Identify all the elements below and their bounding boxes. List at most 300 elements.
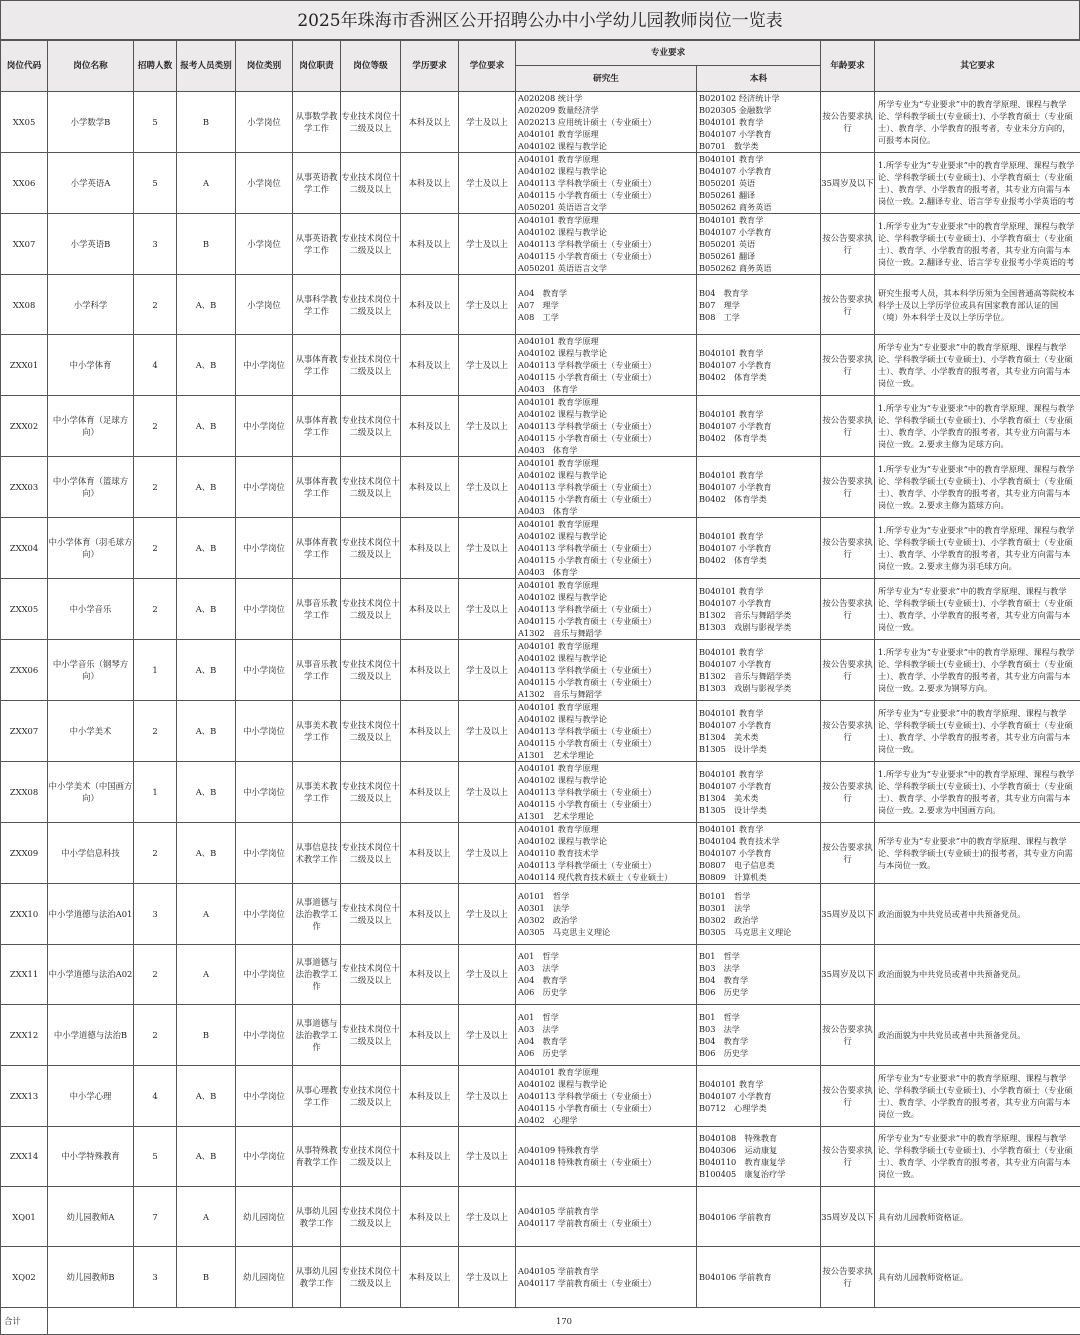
cell-under-majors	[697, 335, 821, 396]
table-row	[1, 457, 1080, 518]
cell-edu: 本科及以上	[401, 335, 459, 396]
cell-grad-majors	[516, 1247, 697, 1307]
major-item: A020213 应用统计硕士（专业硕士）	[518, 116, 696, 128]
cell-under-majors	[697, 518, 821, 579]
header-other: 其它要求	[875, 41, 1080, 92]
cell-post-type: 中小学岗位	[236, 823, 293, 884]
major-item: B1303 戏剧与影视学类	[699, 682, 820, 694]
cell-degree: 学士及以上	[459, 275, 516, 335]
cell-degree: 学士及以上	[459, 762, 516, 823]
cell-duty: 从事心理教学工作	[293, 1065, 341, 1126]
major-item: B04 教育学	[699, 1035, 820, 1047]
cell-age: 35周岁及以下	[821, 1186, 875, 1246]
major-item: B0305 马克思主义理论	[699, 926, 820, 938]
cell-other: 政治面貌为中共党员或者中共预备党员。	[875, 884, 1080, 944]
cell-count: 1	[134, 762, 177, 823]
cell-degree: 学士及以上	[459, 884, 516, 944]
cell-age: 35周岁及以下	[821, 153, 875, 214]
cell-category: A	[177, 944, 236, 1004]
cell-name: 中小学体育（篮球方向）	[48, 457, 134, 518]
major-item: A040101 教育学原理	[518, 457, 696, 469]
major-item: B0701 数学类	[699, 140, 820, 152]
major-item: B040101 教育学	[699, 585, 820, 597]
cell-post-type: 小学岗位	[236, 275, 293, 335]
major-item: B040101 教育学	[699, 1078, 820, 1090]
cell-under-majors	[697, 1065, 821, 1126]
major-item: A040113 学科教学硕士（专业硕士）	[518, 238, 696, 250]
cell-code: ZXX14	[1, 1126, 48, 1186]
cell-duty: 从事道德与法治教学工作	[293, 884, 341, 944]
cell-code: ZXX07	[1, 701, 48, 762]
major-item: A040115 小学教育硕士（专业硕士）	[518, 432, 696, 444]
header-count: 招聘人数	[134, 41, 177, 92]
cell-post-type: 中小学岗位	[236, 884, 293, 944]
major-item: B040107 小学教育	[699, 542, 820, 554]
cell-post-type: 幼儿园岗位	[236, 1186, 293, 1246]
cell-under-majors	[697, 823, 821, 884]
cell-duty: 从事英语教学工作	[293, 214, 341, 275]
cell-degree: 学士及以上	[459, 457, 516, 518]
cell-grad-majors	[516, 153, 697, 214]
cell-under-majors	[697, 1005, 821, 1065]
cell-category: A、B	[177, 457, 236, 518]
cell-duty: 从事英语教学工作	[293, 153, 341, 214]
cell-category: A、B	[177, 1126, 236, 1186]
cell-code: ZXX02	[1, 396, 48, 457]
cell-grade: 专业技术岗位十二级及以上	[341, 1247, 401, 1307]
cell-duty: 从事美术教学工作	[293, 762, 341, 823]
cell-count: 2	[134, 823, 177, 884]
major-item: A1302 音乐与舞蹈学	[518, 627, 696, 639]
table-row	[1, 335, 1080, 396]
cell-category: B	[177, 214, 236, 275]
cell-grad-majors	[516, 1186, 697, 1246]
cell-grad-majors	[516, 275, 697, 335]
major-item: B040101 教育学	[699, 469, 820, 481]
cell-age: 按公告要求执行	[821, 1005, 875, 1065]
major-item: A040101 教育学原理	[518, 762, 696, 774]
major-item: B06 历史学	[699, 1047, 820, 1059]
major-item: A040113 学科教学硕士（专业硕士）	[518, 859, 696, 871]
major-item: B040101 教育学	[699, 530, 820, 542]
major-item: B1305 设计学类	[699, 804, 820, 816]
major-item: A050201 英语语言文学	[518, 262, 696, 274]
cell-code: ZXX03	[1, 457, 48, 518]
cell-code: ZXX08	[1, 762, 48, 823]
cell-edu: 本科及以上	[401, 92, 459, 153]
major-item: A040113 学科教学硕士（专业硕士）	[518, 359, 696, 371]
cell-count: 2	[134, 701, 177, 762]
cell-other: 1.所学专业为“专业要求”中的教育学原理、课程与教学论、学科教学硕士(专业硕士)、小学教育硕士（专业硕士）、教育学、小学教育的报考者，其专业方向需与本岗位一致。2.要求为中国画方向。	[875, 762, 1080, 823]
major-item: A07 理学	[518, 299, 696, 311]
header-edu: 学历要求	[401, 41, 459, 92]
cell-grad-majors	[516, 335, 697, 396]
cell-count: 2	[134, 275, 177, 335]
cell-other: 研究生报考人员，其本科学历须为全国普通高等院校本科学士及以上学历学位或具有国家教育部认证的国（境）外本科学士及以上学历学位。	[875, 275, 1080, 335]
cell-edu: 本科及以上	[401, 1186, 459, 1246]
header-grade: 岗位等级	[341, 41, 401, 92]
cell-count: 2	[134, 396, 177, 457]
cell-edu: 本科及以上	[401, 640, 459, 701]
major-item: A04 教育学	[518, 1035, 696, 1047]
cell-under-majors	[697, 153, 821, 214]
cell-duty: 从事道德与法治教学工作	[293, 944, 341, 1004]
table-row	[1, 275, 1080, 335]
cell-age: 按公告要求执行	[821, 214, 875, 275]
cell-code: ZXX06	[1, 640, 48, 701]
major-item: B020305 金融数学	[699, 104, 820, 116]
major-item: B0301 法学	[699, 902, 820, 914]
total-label: 合计	[1, 1307, 48, 1334]
table-row	[1, 1005, 1080, 1065]
cell-grade: 专业技术岗位十二级及以上	[341, 92, 401, 153]
cell-count: 2	[134, 457, 177, 518]
major-item: A040115 小学教育硕士（专业硕士）	[518, 615, 696, 627]
major-item: B040107 小学教育	[699, 226, 820, 238]
header-grad: 研究生	[516, 66, 697, 92]
major-item: B0101 哲学	[699, 890, 820, 902]
cell-under-majors	[697, 640, 821, 701]
cell-count: 3	[134, 1247, 177, 1307]
major-item: A040113 学科教学硕士（专业硕士）	[518, 420, 696, 432]
cell-duty: 从事信息技术教学工作	[293, 823, 341, 884]
major-item: A040101 教育学原理	[518, 335, 696, 347]
cell-name: 小学英语B	[48, 214, 134, 275]
cell-name: 中小学美术	[48, 701, 134, 762]
cell-grade: 专业技术岗位十二级及以上	[341, 275, 401, 335]
major-item: A040113 学科教学硕士（专业硕士）	[518, 542, 696, 554]
header-under: 本科	[697, 66, 821, 92]
cell-post-type: 幼儿园岗位	[236, 1247, 293, 1307]
cell-grade: 专业技术岗位十二级及以上	[341, 1186, 401, 1246]
major-item: A040102 课程与教学论	[518, 140, 696, 152]
cell-code: ZXX04	[1, 518, 48, 579]
cell-category: A、B	[177, 823, 236, 884]
cell-name: 中小学信息科技	[48, 823, 134, 884]
table-row	[1, 701, 1080, 762]
cell-duty: 从事体育教学工作	[293, 335, 341, 396]
major-item: A040113 学科教学硕士（专业硕士）	[518, 481, 696, 493]
major-item: A040102 课程与教学论	[518, 835, 696, 847]
cell-degree: 学士及以上	[459, 153, 516, 214]
cell-code: ZXX05	[1, 579, 48, 640]
major-item: B040110 教育康复学	[699, 1156, 820, 1168]
cell-edu: 本科及以上	[401, 884, 459, 944]
cell-duty: 从事道德与法治教学工作	[293, 1005, 341, 1065]
cell-post-type: 中小学岗位	[236, 457, 293, 518]
major-item: B0402 体育学类	[699, 432, 820, 444]
table-row	[1, 884, 1080, 944]
major-item: B040108 特殊教育	[699, 1132, 820, 1144]
major-item: B040104 教育技术学	[699, 835, 820, 847]
header-code: 岗位代码	[1, 41, 48, 92]
header-age: 年龄要求	[821, 41, 875, 92]
cell-name: 幼儿园教师B	[48, 1247, 134, 1307]
cell-category: A、B	[177, 396, 236, 457]
major-item: B040107 小学教育	[699, 420, 820, 432]
cell-edu: 本科及以上	[401, 944, 459, 1004]
cell-category: B	[177, 92, 236, 153]
cell-name: 中小学特殊教育	[48, 1126, 134, 1186]
cell-under-majors	[697, 396, 821, 457]
cell-grad-majors	[516, 823, 697, 884]
table-row	[1, 823, 1080, 884]
major-item: A040113 学科教学硕士（专业硕士）	[518, 1090, 696, 1102]
cell-grad-majors	[516, 92, 697, 153]
cell-post-type: 中小学岗位	[236, 579, 293, 640]
major-item: A040102 课程与教学论	[518, 408, 696, 420]
major-item: A040115 小学教育硕士（专业硕士）	[518, 737, 696, 749]
header-major: 专业要求	[516, 41, 821, 66]
cell-name: 幼儿园教师A	[48, 1186, 134, 1246]
major-item: B03 法学	[699, 1023, 820, 1035]
cell-post-type: 中小学岗位	[236, 1065, 293, 1126]
cell-edu: 本科及以上	[401, 823, 459, 884]
major-item: A040102 课程与教学论	[518, 591, 696, 603]
cell-grade: 专业技术岗位十二级及以上	[341, 884, 401, 944]
major-item: B040101 教育学	[699, 116, 820, 128]
cell-grade: 专业技术岗位十二级及以上	[341, 1065, 401, 1126]
cell-age: 按公告要求执行	[821, 762, 875, 823]
cell-degree: 学士及以上	[459, 1005, 516, 1065]
major-item: B040101 教育学	[699, 153, 820, 165]
cell-grad-majors	[516, 1065, 697, 1126]
major-item: B0402 体育学类	[699, 554, 820, 566]
major-item: B01 哲学	[699, 950, 820, 962]
cell-other: 1.所学专业为“专业要求”中的教育学原理、课程与教学论、学科教学硕士(专业硕士)、小学教育硕士（专业硕士）、教育学、小学教育的报考者，其专业方向需与本岗位一致。2.要求主修为篮球方向。	[875, 457, 1080, 518]
major-item: B08 工学	[699, 311, 820, 323]
table-row	[1, 92, 1080, 153]
cell-grade: 专业技术岗位十二级及以上	[341, 1005, 401, 1065]
cell-age: 按公告要求执行	[821, 823, 875, 884]
major-item: A040101 教育学原理	[518, 518, 696, 530]
major-item: B040101 教育学	[699, 768, 820, 780]
major-item: A040102 课程与教学论	[518, 347, 696, 359]
cell-duty: 从事音乐教学工作	[293, 640, 341, 701]
cell-grade: 专业技术岗位十二级及以上	[341, 518, 401, 579]
major-item: B050201 英语	[699, 238, 820, 250]
header-post-type: 岗位类别	[236, 41, 293, 92]
major-item: A040102 课程与教学论	[518, 774, 696, 786]
cell-name: 中小学体育	[48, 335, 134, 396]
cell-under-majors	[697, 1186, 821, 1246]
cell-edu: 本科及以上	[401, 1247, 459, 1307]
cell-count: 4	[134, 1065, 177, 1126]
cell-category: A、B	[177, 518, 236, 579]
cell-count: 7	[134, 1186, 177, 1246]
cell-count: 2	[134, 944, 177, 1004]
cell-age: 按公告要求执行	[821, 518, 875, 579]
major-item: A040101 教育学原理	[518, 1066, 696, 1078]
major-item: A040101 教育学原理	[518, 214, 696, 226]
header-duty: 岗位职责	[293, 41, 341, 92]
major-item: A040115 小学教育硕士（专业硕士）	[518, 250, 696, 262]
major-item: B03 法学	[699, 962, 820, 974]
cell-degree: 学士及以上	[459, 335, 516, 396]
cell-degree: 学士及以上	[459, 214, 516, 275]
cell-edu: 本科及以上	[401, 518, 459, 579]
major-item: B040107 小学教育	[699, 165, 820, 177]
major-item: A08 工学	[518, 311, 696, 323]
cell-name: 中小学音乐（钢琴方向）	[48, 640, 134, 701]
cell-age: 按公告要求执行	[821, 1247, 875, 1307]
cell-edu: 本科及以上	[401, 396, 459, 457]
major-item: A04 教育学	[518, 974, 696, 986]
cell-category: A、B	[177, 701, 236, 762]
cell-grade: 专业技术岗位十二级及以上	[341, 335, 401, 396]
cell-name: 中小学道德与法治A01	[48, 884, 134, 944]
major-item: A1302 音乐与舞蹈学	[518, 688, 696, 700]
major-item: B0302 政治学	[699, 914, 820, 926]
cell-post-type: 中小学岗位	[236, 1126, 293, 1186]
cell-other: 1.所学专业为“专业要求”中的教育学原理、课程与教学论、学科教学硕士(专业硕士)、小学教育硕士（专业硕士）、教育学、小学教育的报考者，其专业方向需与本岗位一致。2.要求为钢琴方向。	[875, 640, 1080, 701]
major-item: B01 哲学	[699, 1011, 820, 1023]
cell-category: A、B	[177, 1065, 236, 1126]
cell-edu: 本科及以上	[401, 1126, 459, 1186]
table-row	[1, 214, 1080, 275]
cell-degree: 学士及以上	[459, 823, 516, 884]
cell-category: A	[177, 1186, 236, 1246]
table-row	[1, 762, 1080, 823]
major-item: A0305 马克思主义理论	[518, 926, 696, 938]
major-item: A040118 特殊教育硕士（专业硕士）	[518, 1156, 696, 1168]
major-item: A040113 学科教学硕士（专业硕士）	[518, 664, 696, 676]
header-name: 岗位名称	[48, 41, 134, 92]
major-item: A1301 艺术学理论	[518, 749, 696, 761]
cell-edu: 本科及以上	[401, 457, 459, 518]
table-row	[1, 1126, 1080, 1186]
cell-grade: 专业技术岗位十二级及以上	[341, 153, 401, 214]
major-item: A040101 教育学原理	[518, 396, 696, 408]
cell-name: 中小学美术（中国画方向）	[48, 762, 134, 823]
major-item: B04 教育学	[699, 287, 820, 299]
cell-age: 按公告要求执行	[821, 275, 875, 335]
cell-grad-majors	[516, 1126, 697, 1186]
major-item: B1305 设计学类	[699, 743, 820, 755]
page-title: 2025年珠海市香洲区公开招聘公办中小学幼儿园教师岗位一览表	[0, 0, 1080, 40]
major-item: A0403 体育学	[518, 383, 696, 395]
cell-grad-majors	[516, 701, 697, 762]
cell-code: XX07	[1, 214, 48, 275]
header-degree: 学位要求	[459, 41, 516, 92]
cell-category: A、B	[177, 335, 236, 396]
cell-name: 小学科学	[48, 275, 134, 335]
major-item: A040117 学前教育硕士（专业硕士）	[518, 1217, 696, 1229]
major-item: B07 理学	[699, 299, 820, 311]
cell-age: 按公告要求执行	[821, 1126, 875, 1186]
cell-post-type: 小学岗位	[236, 153, 293, 214]
cell-age: 按公告要求执行	[821, 1065, 875, 1126]
cell-other: 所学专业为“专业要求”中的教育学原理、课程与教学论、学科教学硕士(专业硕士)的报考者，其专业方向需与本岗位一致。	[875, 823, 1080, 884]
major-item: A040113 学科教学硕士（专业硕士）	[518, 603, 696, 615]
cell-name: 中小学道德与法治A02	[48, 944, 134, 1004]
major-item: B1302 音乐与舞蹈学类	[699, 609, 820, 621]
cell-other: 所学专业为“专业要求”中的教育学原理、课程与教学论、学科教学硕士(专业硕士)、小学教育硕士（专业硕士）、教育学、小学教育的报考者，其专业方向需与本岗位一致。	[875, 701, 1080, 762]
recruitment-table	[0, 40, 1080, 1335]
cell-count: 5	[134, 153, 177, 214]
major-item: A040110 教育技术学	[518, 847, 696, 859]
cell-age: 35周岁及以下	[821, 944, 875, 1004]
cell-category: B	[177, 1005, 236, 1065]
cell-under-majors	[697, 457, 821, 518]
cell-grad-majors	[516, 944, 697, 1004]
major-item: B1302 音乐与舞蹈学类	[699, 670, 820, 682]
cell-name: 小学英语A	[48, 153, 134, 214]
major-item: B050261 翻译	[699, 250, 820, 262]
cell-other: 所学专业为“专业要求”中的教育学原理、课程与教学论、学科教学硕士(专业硕士)、小学教育硕士（专业硕士）、教育学、小学教育的报考者，其专业方向需与本岗位一致。	[875, 1065, 1080, 1126]
major-item: A040115 小学教育硕士（专业硕士）	[518, 798, 696, 810]
major-item: A020209 数量经济学	[518, 104, 696, 116]
major-item: B1303 戏剧与影视学类	[699, 621, 820, 633]
major-item: B0809 计算机类	[699, 871, 820, 883]
cell-category: B	[177, 1247, 236, 1307]
major-item: A1301 艺术学理论	[518, 810, 696, 822]
cell-under-majors	[697, 1126, 821, 1186]
cell-category: A	[177, 153, 236, 214]
cell-grade: 专业技术岗位十二级及以上	[341, 640, 401, 701]
major-item: A040101 教育学原理	[518, 153, 696, 165]
table-row	[1, 640, 1080, 701]
cell-duty: 从事特殊教育教学工作	[293, 1126, 341, 1186]
major-item: A040113 学科教学硕士（专业硕士）	[518, 177, 696, 189]
cell-edu: 本科及以上	[401, 275, 459, 335]
cell-other: 所学专业为“专业要求”中的教育学原理、课程与教学论、学科教学硕士(专业硕士)、小学教育硕士（专业硕士）、教育学、小学教育的报考者，其专业方向需与本岗位一致。	[875, 335, 1080, 396]
cell-under-majors	[697, 275, 821, 335]
cell-code: XQ02	[1, 1247, 48, 1307]
cell-grade: 专业技术岗位十二级及以上	[341, 579, 401, 640]
cell-post-type: 中小学岗位	[236, 944, 293, 1004]
cell-grade: 专业技术岗位十二级及以上	[341, 762, 401, 823]
cell-name: 中小学音乐	[48, 579, 134, 640]
major-item: A0302 政治学	[518, 914, 696, 926]
cell-grade: 专业技术岗位十二级及以上	[341, 214, 401, 275]
major-item: B040101 教育学	[699, 408, 820, 420]
major-item: B040106 学前教育	[699, 1211, 820, 1223]
major-item: A040101 教育学原理	[518, 823, 696, 835]
cell-edu: 本科及以上	[401, 153, 459, 214]
cell-under-majors	[697, 214, 821, 275]
cell-code: ZXX10	[1, 884, 48, 944]
table-row	[1, 944, 1080, 1004]
cell-duty: 从事数学教学工作	[293, 92, 341, 153]
major-item: B050261 翻译	[699, 189, 820, 201]
cell-duty: 从事体育教学工作	[293, 457, 341, 518]
cell-duty: 从事音乐教学工作	[293, 579, 341, 640]
major-item: B020102 经济统计学	[699, 92, 820, 104]
cell-grad-majors	[516, 579, 697, 640]
cell-post-type: 中小学岗位	[236, 762, 293, 823]
major-item: A040113 学科教学硕士（专业硕士）	[518, 786, 696, 798]
total-value: 170	[48, 1307, 1080, 1334]
cell-edu: 本科及以上	[401, 701, 459, 762]
cell-degree: 学士及以上	[459, 1126, 516, 1186]
major-item: A040115 小学教育硕士（专业硕士）	[518, 493, 696, 505]
cell-grad-majors	[516, 884, 697, 944]
major-item: A040115 小学教育硕士（专业硕士）	[518, 371, 696, 383]
major-item: A040102 课程与教学论	[518, 713, 696, 725]
cell-under-majors	[697, 1247, 821, 1307]
cell-duty: 从事美术教学工作	[293, 701, 341, 762]
cell-grad-majors	[516, 762, 697, 823]
cell-count: 5	[134, 1126, 177, 1186]
major-item: B1304 美术类	[699, 792, 820, 804]
major-item: B040107 小学教育	[699, 597, 820, 609]
cell-code: ZXX12	[1, 1005, 48, 1065]
cell-grade: 专业技术岗位十二级及以上	[341, 823, 401, 884]
major-item: B050262 商务英语	[699, 262, 820, 274]
cell-edu: 本科及以上	[401, 579, 459, 640]
major-item: B040107 小学教育	[699, 847, 820, 859]
